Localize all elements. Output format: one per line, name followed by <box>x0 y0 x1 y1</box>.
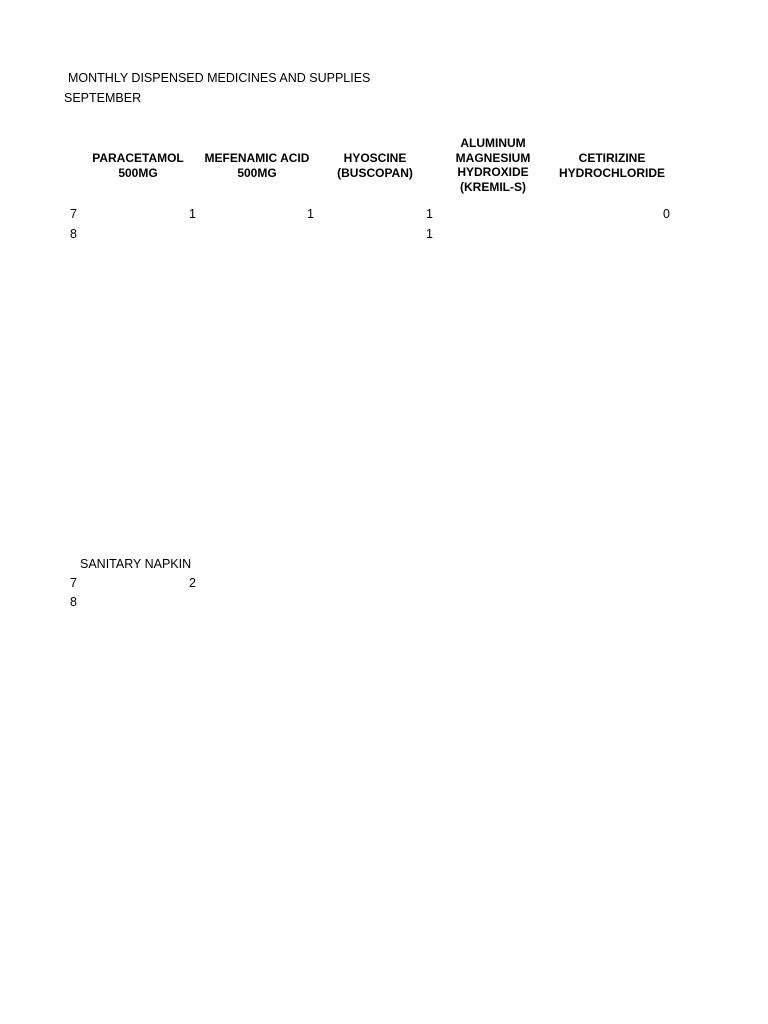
column-header-paracetamol: PARACETAMOL 500MG <box>92 151 184 180</box>
column-header-sanitary-napkin: SANITARY NAPKIN <box>80 557 192 571</box>
column-header-hyoscine: HYOSCINE (BUSCOPAN) <box>337 151 413 180</box>
table-row-day: 8 <box>70 227 77 241</box>
table-cell-mefenamic-acid: 1 <box>307 207 314 221</box>
column-header-aluminum-magnesium-hydroxide: ALUMINUM MAGNESIUM HYDROXIDE (KREMIL-S) <box>455 136 531 194</box>
table-cell-sanitary-napkin: 2 <box>189 576 196 590</box>
table-row-day: 7 <box>70 576 77 590</box>
table-cell-hyoscine: 1 <box>426 207 433 221</box>
table-row-day: 8 <box>70 595 77 609</box>
table-cell-hyoscine: 1 <box>426 227 433 241</box>
month-label: SEPTEMBER <box>64 91 142 105</box>
document-title: MONTHLY DISPENSED MEDICINES AND SUPPLIES <box>68 71 371 85</box>
table-cell-cetirizine: 0 <box>663 207 670 221</box>
column-header-mefenamic-acid: MEFENAMIC ACID 500MG <box>204 151 310 180</box>
table-cell-paracetamol: 1 <box>189 207 196 221</box>
column-header-cetirizine: CETIRIZINE HYDROCHLORIDE <box>558 151 665 180</box>
table-row-day: 7 <box>70 207 77 221</box>
